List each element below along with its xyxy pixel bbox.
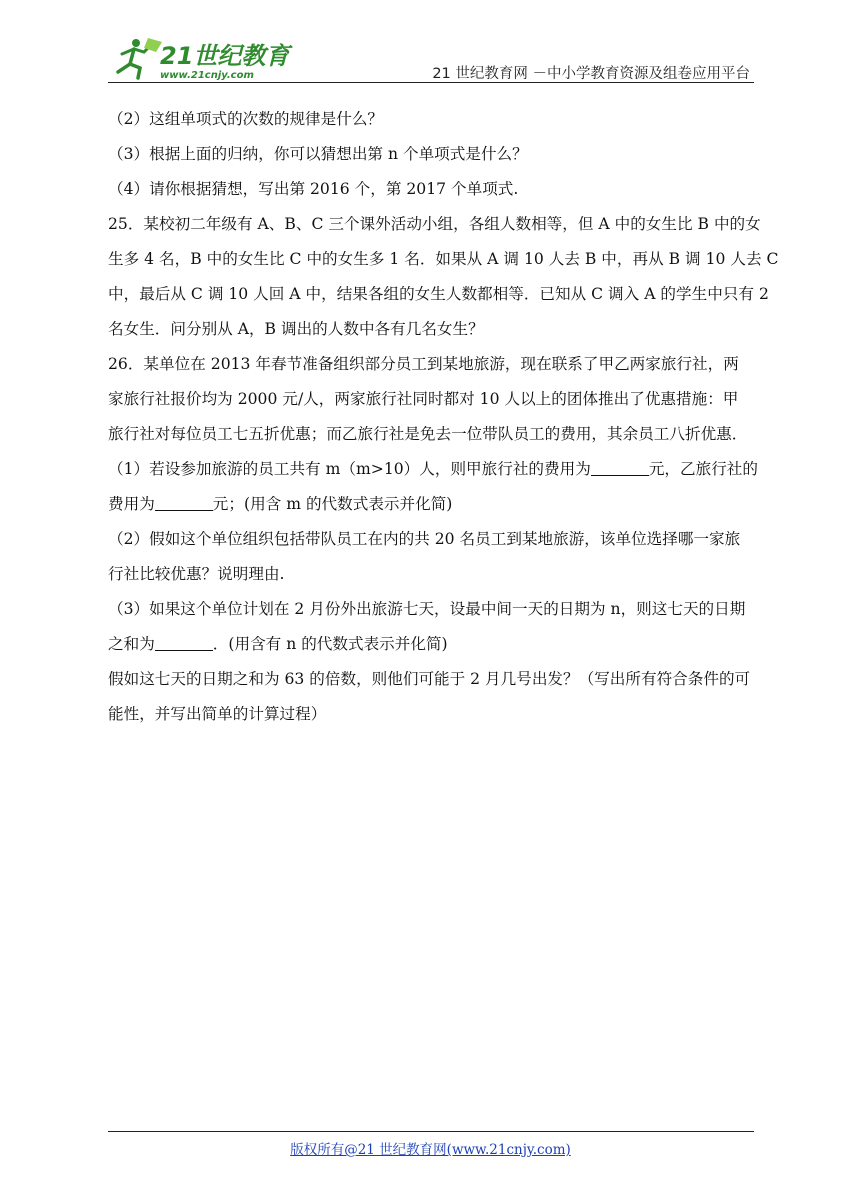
page-header: [108, 28, 754, 84]
runner-icon: [118, 38, 162, 78]
question-26: [108, 353, 758, 725]
q26-part4-line2: 能性，并写出简单的计算过程）: [108, 705, 327, 723]
q26-part3-text-c: ．(用含有 n 的代数式表示并化简): [212, 635, 448, 653]
q25-line1: 25．某校初二年级有 A、B、C 三个课外活动小组，各组人数相等，但 A 中的女生比 B 中的女: [108, 215, 761, 233]
site-title: 21 世纪教育网 －中小学教育资源及组卷应用平台: [432, 66, 750, 82]
q24-part2: （2）这组单项式的次数的规律是什么？: [108, 110, 384, 128]
copyright-link[interactable]: 版权所有@21 世纪教育网(www.21cnjy.com): [290, 1142, 571, 1158]
q26-part3-line1: （3）如果这个单位计划在 2 月份外出旅游七天，设最中间一天的日期为 n，则这七天的日期: [108, 600, 746, 618]
answer-blank-yi: [155, 496, 213, 511]
q26-part2-line1: （2）假如这个单位组织包括带队员工在内的共 20 名员工到某地旅游，该单位选择哪一家旅: [108, 530, 741, 548]
logo: [108, 34, 308, 84]
q25-line3: 中，最后从 C 调 10 人回 A 中，结果各组的女生人数都相等．已知从 C 调入 A 的学生中只有 2: [108, 285, 769, 303]
q26-part1-line2: [108, 493, 758, 515]
q26-part1-text-a: （1）若设参加旅游的员工共有 m（m>10）人，则甲旅行社的费用为: [108, 460, 591, 478]
q26-part4-line1: 假如这七天的日期之和为 63 的倍数，则他们可能于 2 月几号出发？（写出所有符合条件的可: [108, 670, 751, 688]
q24-part3: （3）根据上面的归纳，你可以猜想出第 n 个单项式是什么？: [108, 145, 528, 163]
logo-url: www.21cnjy.com: [160, 70, 254, 81]
q26-part1-text-d: 元；(用含 m 的代数式表示并化简): [212, 495, 453, 513]
q26-line1: 26．某单位在 2013 年春节准备组织部分员工到某地旅游，现在联系了甲乙两家旅行社，两: [108, 355, 739, 373]
q24-part4: （4）请你根据猜想，写出第 2016 个，第 2017 个单项式.: [108, 180, 519, 198]
q26-part1-text-b: 元，乙旅行社的: [648, 460, 758, 478]
answer-blank-jia: [591, 461, 649, 476]
q26-part1-text-c: 费用为: [108, 495, 155, 513]
q26-part2-line2: 行社比较优惠？说明理由.: [108, 565, 285, 583]
answer-blank-sum: [155, 636, 213, 651]
q26-line3: 旅行社对每位员工七五折优惠；而乙旅行社是免去一位带队员工的费用，其余员工八折优惠．: [108, 425, 748, 443]
document-body: [108, 108, 779, 738]
q25-line4: 名女生．问分别从 A，B 调出的人数中各有几名女生？: [108, 320, 484, 338]
footer-divider: [108, 1131, 754, 1132]
q25-line2: 生多 4 名，B 中的女生比 C 中的女生多 1 名．如果从 A 调 10 人去 B 中，再从 B 调 10 人去 C: [108, 250, 779, 268]
header-divider: [108, 82, 754, 83]
q26-line2: 家旅行社报价均为 2000 元/人，两家旅行社同时都对 10 人以上的团体推出了优惠措施：甲: [108, 390, 739, 408]
logo-text: 21世纪教育: [160, 42, 290, 70]
q26-part3-text-b: 之和为: [108, 635, 155, 653]
q26-part1-line1: [108, 458, 758, 480]
question-25: [108, 213, 779, 340]
q26-part3-line2: [108, 633, 758, 655]
